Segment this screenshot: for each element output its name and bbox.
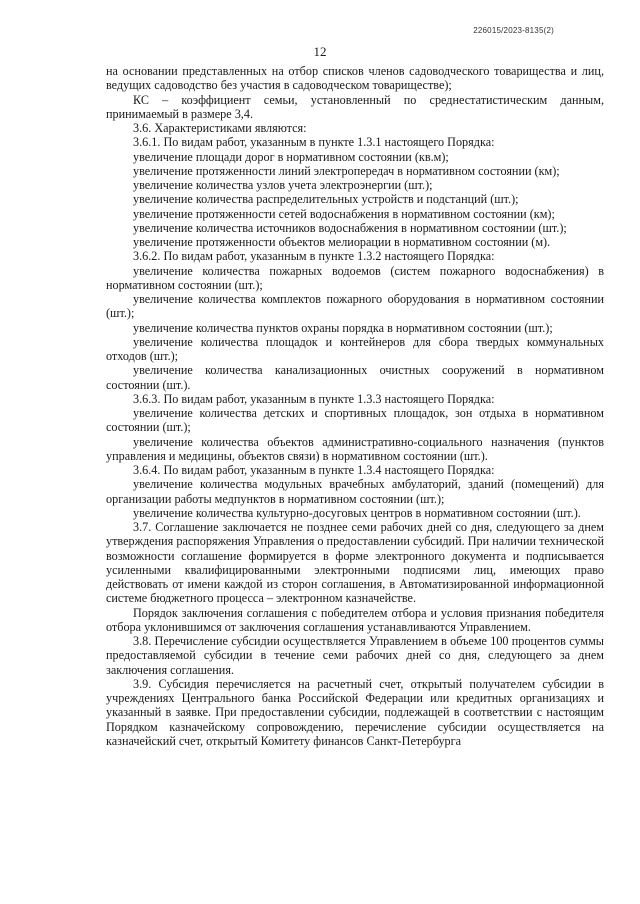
paragraph: увеличение количества пунктов охраны порядка в нормативном состоянии (шт.); bbox=[133, 320, 553, 335]
paragraph: Порядок заключения соглашения с победителем отбора и условия признания победителя отбора уклонившимся от заключения соглашения устанавливаются Управлением. bbox=[106, 605, 604, 634]
paragraph: увеличение количества узлов учета электроэнергии (шт.); bbox=[133, 178, 433, 192]
paragraph: 3.8. Перечисление субсидии осуществляется Управлением в объеме 100 процентов суммы предоставляемой субсидии в течение семи рабочих дней со дня, следующего за днем заключения соглашения. bbox=[106, 634, 604, 677]
paragraph: увеличение количества объектов административно-социального назначения (пунктов управления и медицины, объектов связи) в нормативном состоянии (шт.). bbox=[106, 434, 604, 463]
paragraph: увеличение количества модульных врачебных амбулаторий, зданий (помещений) для организации работы медпунктов в нормативном состоянии (шт.); bbox=[106, 477, 604, 506]
paragraph: 3.9. Субсидия перечисляется на расчетный счет, открытый получателем субсидии в учреждениях Центрального банка Российской Федерации или кредитных организациях и указанный в заявке. При предоставлении субсидии, подлежащей в соответствии с настоящим Порядком казначейскому сопровождению, перечисление субсидии осуществляется на казначейский счет, открытый Комитету финансов Санкт-Петербурга bbox=[106, 676, 604, 748]
paragraph: увеличение количества пожарных водоемов (систем пожарного водоснабжения) в нормативном состоянии (шт.); bbox=[106, 263, 604, 292]
paragraph: 3.6.3. По видам работ, указанным в пункте 1.3.3 настоящего Порядка: bbox=[133, 391, 495, 406]
paragraph: увеличение количества культурно-досуговых центров в нормативном состоянии (шт.). bbox=[133, 505, 581, 520]
paragraph: увеличение количества распределительных устройств и подстанций (шт.); bbox=[133, 192, 519, 207]
paragraph: увеличение количества детских и спортивных площадок, зон отдыха в нормативном состоянии (шт.); bbox=[106, 406, 604, 435]
paragraph: 3.6.4. По видам работ, указанным в пункте 1.3.4 настоящего Порядка: bbox=[133, 463, 495, 477]
paragraph: увеличение количества комплектов пожарного оборудования в нормативном состоянии (шт.); bbox=[106, 292, 604, 321]
paragraph: увеличение протяженности линий электропередач в нормативном состоянии (км); bbox=[133, 163, 560, 178]
paragraph: на основании представленных на отбор списков членов садоводческого товарищества и лиц, ведущих садоводство без участия в садоводческом товариществе); bbox=[106, 64, 604, 93]
paragraph: увеличение количества источников водоснабжения в нормативном состоянии (шт.); bbox=[133, 220, 567, 235]
paragraph: увеличение количества канализационных очистных сооружений в нормативном состоянии (шт.). bbox=[106, 363, 604, 392]
paragraph: увеличение количества площадок и контейнеров для сбора твердых коммунальных отходов (шт.); bbox=[106, 334, 604, 363]
document-registration-number: 226015/2023-8135(2) bbox=[473, 26, 554, 35]
page-number: 12 bbox=[313, 44, 327, 59]
paragraph: 3.6. Характеристиками являются: bbox=[133, 121, 307, 135]
paragraph: 3.6.2. По видам работ, указанным в пункте 1.3.2 настоящего Порядка: bbox=[133, 249, 495, 264]
paragraph: увеличение площади дорог в нормативном состоянии (кв.м); bbox=[133, 149, 449, 164]
paragraph: КС – коэффициент семьи, установленный по среднестатистическим данным, принимаемый в размере 3,4. bbox=[106, 92, 604, 121]
document-body bbox=[106, 64, 604, 748]
paragraph: 3.6.1. По видам работ, указанным в пункте 1.3.1 настоящего Порядка: bbox=[133, 135, 495, 150]
paragraph: 3.7. Соглашение заключается не позднее семи рабочих дней со дня, следующего за днем утверждения распоряжения Управления о предоставлении субсидий. При наличии технической возможности соглашение формируется в форме электронного документа и подписывается усиленными квалифицированными электронными подписями лиц, имеющих право действовать от имени каждой из сторон соглашения, в Автоматизированной информационной системе бюджетного процесса – электронном казначействе. bbox=[106, 520, 604, 606]
paragraph: увеличение протяженности сетей водоснабжения в нормативном состоянии (км); bbox=[133, 206, 555, 221]
paragraph: увеличение протяженности объектов мелиорации в нормативном состоянии (м). bbox=[133, 235, 551, 249]
